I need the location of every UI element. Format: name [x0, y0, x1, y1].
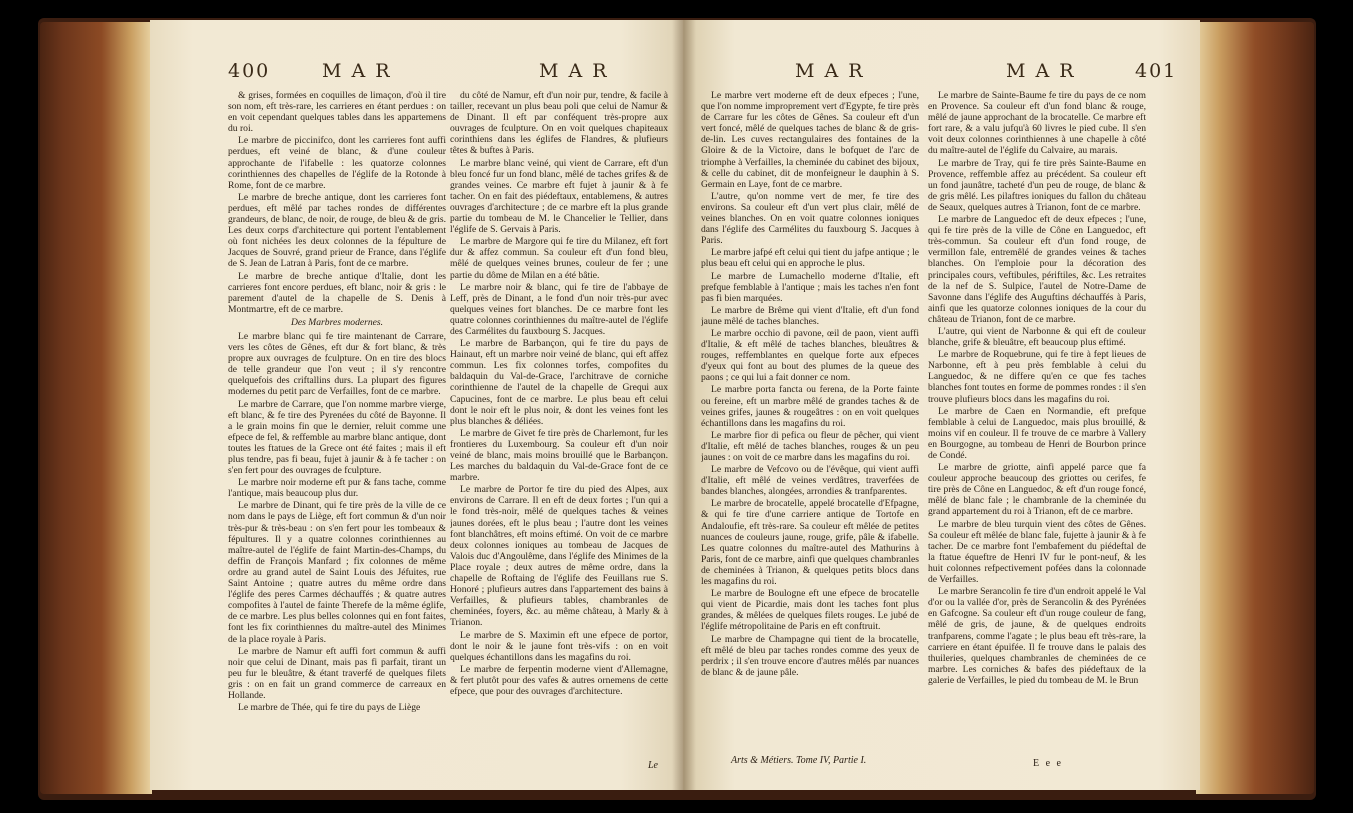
page-number-left: 400 [228, 60, 271, 82]
paragraph: Le marbre noir moderne eft pur & fans tache, comme l'antique, mais beaucoup plus dur. [228, 477, 446, 500]
page-footer: Arts & Métiers. Tome IV, Partie I. [731, 755, 867, 766]
paragraph: Le marbre noir & blanc, qui fe tire de l'abbaye de Leff, près de Dinant, a le fond d'un noir très-pur avec quelques veines fort blanches. De ce marbre font les quatre colonnes corinthiennes du maître-autel de l'églife des Carmélites du fauxbourg S. Jacques. [450, 281, 668, 337]
paragraph: Le marbre blanc veiné, qui vient de Carrare, eft d'un bleu foncé fur un fond blanc, mêlé de taches grifes & de grandes veines. Ce marbre eft fujet à jaunir & à fe tacher. On en fait des piédeftaux, entablemens, & autres ouvrages d'architecture ; de ce marbre eft la plus grande partie du tombeau de M. le Chancelier le Tellier, dans l'églife de S. Gervais à Paris. [450, 157, 668, 236]
paragraph: Le marbre blanc qui fe tire maintenant de Carrare, vers les côtes de Gênes, eft dur & fort blanc, & très propre aux ouvrages de fculpture. On en tire des blocs de telle grandeur que l'on veut ; il s'y rencontre quelquefois des criftallins durs. La plupart des figures modernes du petit parc de Verfailles, font de ce marbre. [228, 330, 446, 398]
page-number-right: 401 [1135, 60, 1178, 82]
book-gutter [672, 20, 696, 790]
paragraph: du côté de Namur, eft d'un noir pur, tendre, & facile à tailler, recevant un plus beau poli que celui de Namur & de Dinant. Il eft par conféquent très-propre aux ouvrages de fculpture. On en voit quelques chapiteaux corinthiens dans les églifes de Flandres, & plufieurs têtes & buftes à Paris. [450, 90, 668, 157]
paragraph: Le marbre de griotte, ainfi appelé parce que fa couleur approche beaucoup des griottes ou cerifes, fe tire près de Cône en Languedoc, & eft d'un rouge foncé, mêlé de blanc fale ; le chambranle de la cheminée du grand appartement du roi à Trianon, eft de ce marbre. [928, 462, 1146, 518]
paragraph: Le marbre de Dinant, qui fe tire près de la ville de ce nom dans le pays de Liège, eft fort commun & d'un noir très-pur & très-beau : on s'en fert pour les tombeaux & fépultures. Il y a quatre colonnes corinthiennes au maître-autel de l'églife de faint Martin-des-Champs, du deffin de François Manfard ; fix colonnes de même ordre au grand autel de Saint Louis des Jéfuites, rue Saint Antoine ; quatre autres du même ordre dans l'églife des peres Carmes déchauffés ; & quatre autres compofites à l'autel de fainte Therefe de la même églife, de ce marbre. Les plus belles colonnes qui en font faites, font les fix corinthiennes du maître-autel des Minimes de la place royale à Paris. [228, 500, 446, 645]
paragraph: & grises, formées en coquilles de limaçon, d'où il tire son nom, eft très-rare, les carrieres en étant perdues : on en voit cependant quelques tables dans les appartemens du roi. [228, 90, 446, 135]
paragraph: Le marbre de bleu turquin vient des côtes de Gênes. Sa couleur eft mêlée de blanc fale, fujette à jaunir & à fe tacher. De ce marbre font l'embafement du piédeftal de la ftatue équeftre de Henri IV fur le pont-neuf, & les huit colonnes refpectivement pofées dans la colonnade de Verfailles. [928, 518, 1146, 586]
paragraph: Le marbre porta fancta ou ferena, de la Porte fainte ou fereine, eft un marbre mêlé de grandes taches & de veines grifes, jaunes & rougeâtres : on en voit quelques échantillons dans les magafins du roi. [701, 384, 919, 429]
paragraph: Le marbre de Sainte-Baume fe tire du pays de ce nom en Provence. Sa couleur eft d'un fond blanc & rouge, mêlé de jaune approchant de la brocatelle. Ce marbre eft fort rare, & a valu jufqu'à 60 livres le pied cube. Il s'en voit deux colonnes corinthiennes à une chapelle à côté du maître-autel de l'églife du Calvaire, au marais. [928, 90, 1146, 157]
paragraph: Le marbre de Languedoc eft de deux efpeces ; l'une, qui fe tire près de la ville de Cône en Languedoc, eft très-commun. Sa couleur eft d'un fond rouge, de vermillon fale, entremêlé de grandes veines & taches blanches. On l'emploie pour la décoration des principales cours, veftibules, périftiles, &c. Les retraites de la nef de S. Sulpice, l'autel de Notre-Dame de Savonne dans l'églife des Auguftins déchauffés à Paris, ainfi que les quatorze colonnes ioniques de la cour du château de Trianon, font de ce marbre. [928, 214, 1146, 325]
paragraph: Le marbre de Margore qui fe tire du Milanez, eft fort dur & affez commun. Sa couleur eft d'un fond bleu, mêlé de quelques veines brunes, couleur de fer ; une partie du dôme de Milan en a été bâtie. [450, 236, 668, 281]
paragraph: Le marbre de piccinifco, dont les carrieres font auffi perdues, eft veiné de blanc, & d'une couleur approchante de l'ifabelle : les quatorze colonnes corinthiennes des chapelles de l'églife de la Rotonde à Rome, font de ce marbre. [228, 135, 446, 191]
paragraph: Le marbre de Barbançon, qui fe tire du pays de Hainaut, eft un marbre noir veiné de blanc, qui eft affez commun. Les fix colonnes torfes, compofites du baldaquin du Val-de-Grace, l'architrave de corniche corinthienne de l'autel de la chapelle de Grequi aux Capucines, font de ce marbre. Le plus beau eft celui dont le noir eft le plus noir, & dont les veines font les plus blanches & déliées. [450, 338, 668, 427]
paragraph: Le marbre jafpé eft celui qui tient du jafpe antique ; le plus beau eft celui qui en approche le plus. [701, 247, 919, 270]
left-page-column-1 [228, 90, 446, 714]
paragraph: Le marbre de S. Maximin eft une efpece de portor, dont le noir & le jaune font très-vifs : on en voit quelques échantillons dans les magafins du roi. [450, 629, 668, 663]
running-head-left-2: M A R [539, 60, 609, 82]
right-page-column-1 [701, 90, 919, 679]
signature-mark: E e e [1033, 758, 1063, 769]
left-page [150, 20, 685, 790]
left-fore-edge [40, 22, 152, 794]
paragraph: Le marbre de Roquebrune, qui fe tire à fept lieues de Narbonne, eft à peu près femblable à celui du Languedoc, & ne differe qu'en ce que fes taches blanches font toutes en forme de pommes rondes : il s'en trouve plufieurs blocs dans les magafins du roi. [928, 349, 1146, 405]
running-head-left: M A R [322, 60, 392, 82]
right-page [683, 20, 1200, 790]
paragraph: Le marbre vert moderne eft de deux efpeces ; l'une, que l'on nomme improprement vert d'Egypte, fe tire près de Carrare fur les côtes de Gênes. Sa couleur eft d'un vert foncé, mêlé de quelques taches de blanc & de gris-de-lin. Les cuves rectangulaires des fontaines de la Gloire & de la Victoire, dans le bofquet de l'arc de triomphe à Verfailles, la cheminée du cabinet des bijoux, & celle du cabinet, dit de monfeigneur le dauphin à S. Germain en Laye, font de ce marbre. [701, 90, 919, 190]
paragraph: L'autre, qui vient de Narbonne & qui eft de couleur blanche, grife & bleuâtre, eft beaucoup plus eftimé. [928, 325, 1146, 349]
right-page-column-2 [928, 90, 1146, 687]
paragraph: Le marbre de Boulogne eft une efpece de brocatelle qui vient de Picardie, mais dont les taches font plus grandes, & mêlées de quelques filets rouges. Le jubé de l'églife métropolitaine de Paris en eft conftruit. [701, 588, 919, 633]
paragraph: Le marbre de Carrare, que l'on nomme marbre vierge, eft blanc, & fe tire des Pyrenées du côté de Bayonne. Il a le grain moins fin que le dernier, reluit comme une efpece de fel, & reffemble au marbre blanc antique, dont toutes les ftatues de la Grece ont été faites ; mais il eft plus tendre, pas fi beau, fujet à jaunir & à fe tacher : on s'en fert pour des ouvrages de fculpture. [228, 398, 446, 477]
paragraph: Le marbre de Portor fe tire du pied des Alpes, aux environs de Carrare. Il en eft de deux fortes ; l'un qui a le fond très-noir, mêlé de quelques taches & veines jaunes dorées, eft le plus beau ; l'autre dont les veines font blanchâtres, eft moins eftimé. On voit de ce marbre deux colonnes ioniques au tombeau de Jacques de Valois duc d'Angoulême, dans l'églife des Minimes de la Place royale ; deux autres de même ordre, dans la chapelle de Roftaing de l'églife des Feuillans rue S. Honoré ; plufieurs autres dans l'appartement des bains à Verfailles, & plufieurs tables, chambranles de cheminées, foyers, &c. au même château, à Marly & à Trianon. [450, 484, 668, 629]
paragraph: Le marbre de Lumachello moderne d'Italie, eft prefque femblable à l'antique ; mais les taches n'en font pas fi bien marquées. [701, 270, 919, 304]
paragraph: Le marbre de ferpentin moderne vient d'Allemagne, & fert plutôt pour des vafes & autres ornemens de cette efpece, que pour des ouvrages d'architecture. [450, 663, 668, 697]
paragraph: Le marbre de Thée, qui fe tire du pays de Liège [238, 702, 421, 714]
right-fore-edge [1196, 22, 1314, 794]
paragraph: Le marbre de Caen en Normandie, eft prefque femblable à celui de Languedoc, mais plus brouillé, & moins vif en couleur. Il fe trouve de ce marbre à Vallery en Bourgogne, au tombeau de Henri de Bourbon prince de Condé. [928, 405, 1146, 461]
section-heading: Des Marbres modernes. [290, 316, 384, 328]
paragraph: Le marbre de Brême qui vient d'Italie, eft d'un fond jaune mêlé de taches blanches. [701, 304, 919, 327]
left-page-column-2 [450, 90, 668, 698]
running-head-right: M A R [795, 60, 865, 82]
running-head-right-2: M A R [1006, 60, 1076, 82]
paragraph: Le marbre de Vefcovo ou de l'évêque, qui vient auffi d'Italie, eft mêlé de veines verdâtres, traverfées de bandes blanches, alongées, arrondies & tranfparentes. [701, 464, 919, 498]
paragraph: Le marbre de brocatelle, appelé brocatelle d'Efpagne, & qui fe tire d'une carriere antique de Tortofe en Andaloufie, eft très-rare. Sa couleur eft mêlée de petites nuances de couleurs jaune, rouge, grife, pâle & ifabelle. Les quatre colonnes du maître-autel des Mathurins à Paris, font de ce marbre, ainfi que quelques chambranles de cheminées à Trianon, & quelques petits blocs dans les magafins du roi. [701, 498, 919, 588]
paragraph: Le marbre occhio di pavone, œil de paon, vient auffi d'Italie, & eft mêlé de taches blanches, bleuâtres & rouges, reffemblantes en quelque forte aux efpeces d'yeux qui font au bout des plumes de la queue des paons ; ce qui lui a fait donner ce nom. [701, 327, 919, 384]
catchword-left: Le [648, 760, 658, 771]
paragraph: Le marbre de breche antique d'Italie, dont les carrieres font encore perdues, eft blanc, noir & gris : le parement d'autel de la chapelle de S. Denis à Montmartre, eft de ce marbre. [228, 270, 446, 315]
paragraph: Le marbre de Tray, qui fe tire près Sainte-Baume en Provence, reffemble affez au précédent. Sa couleur eft un fond jaunâtre, tacheté d'un peu de rouge, de blanc & de gris mêlé. Les pilaftres ioniques du fallon du château de Seaux, quelques autres à Trianon, font de ce marbre. [928, 157, 1146, 213]
paragraph: Le marbre de Givet fe tire près de Charlemont, fur les frontieres du Luxembourg. Sa couleur eft d'un noir veiné de blanc, mais moins brouillé que le Barbançon. Les marches du baldaquin du Val-de-Grace font de ce marbre. [450, 427, 668, 484]
paragraph: Le marbre de breche antique, dont les carrieres font perdues, eft mêlé par taches rondes de différentes grandeurs, de blanc, de noir, de rouge, de bleu & de gris. Les deux corps d'architecture qui portent l'entablement où font nichées les deux colonnes de la fépulture de Jacques de Souvré, grand prieur de France, dans l'églife de S. Jean de Latran à Paris, font de ce marbre. [228, 191, 446, 270]
paragraph: Le marbre fior di pefica ou fleur de pêcher, qui vient d'Italie, eft mêlé de taches blanches, rouges & un peu jaunes : on voit de ce marbre dans les magafins du roi. [701, 429, 919, 463]
paragraph: L'autre, qu'on nomme vert de mer, fe tire des environs. Sa couleur eft d'un vert plus clair, mêlé de veines blanches. On en voit quatre colonnes ioniques dans l'églife des Carmélites du fauxbourg S. Jacques à Paris. [701, 190, 919, 247]
paragraph: Le marbre de Namur eft auffi fort commun & auffi noir que celui de Dinant, mais pas fi parfait, tirant un peu fur le bleuâtre, & étant traverfé de quelques filets gris : on en fait un grand commerce de carreaux en Hollande. [228, 645, 446, 701]
paragraph: Le marbre de Champagne qui tient de la brocatelle, eft mêlé de bleu par taches rondes comme des yeux de perdrix ; il s'en trouve encore d'autres mêlés par nuances de blanc & de jaune pâle. [701, 633, 919, 678]
paragraph: Le marbre Serancolin fe tire d'un endroit appelé le Val d'or ou la vallée d'or, près de Serancolin & des Pyrénées en Gafcogne. Sa couleur eft d'un rouge couleur de fang, mêlé de gris, de jaune, & de quelques endroits tranfparens, comme l'agate ; le plus beau eft très-rare, la carriere en étant épuifée. Il fe trouve dans le palais des thuileries, quelques chambranles de cheminées de ce marbre. Les corniches & bafes des piédeftaux de la galerie de Verfailles, le pied du tombeau de M. le Brun [928, 586, 1146, 686]
